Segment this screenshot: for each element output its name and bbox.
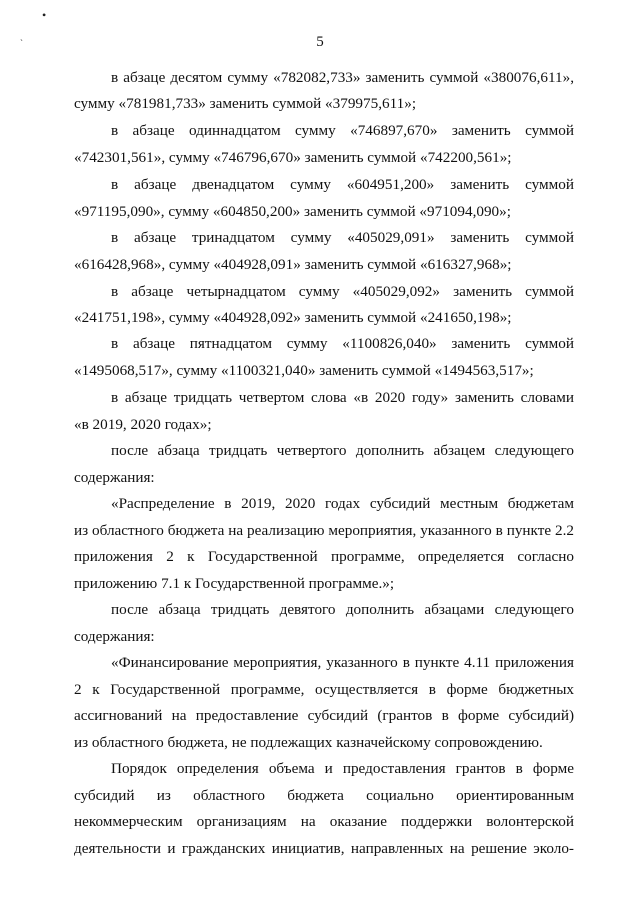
text-line: в абзаце тринадцатом сумму «405029,091» заменить суммой (111, 229, 574, 246)
text-line: приложению 7.1 к Государственной программе.»; (74, 575, 395, 592)
text-line: в абзаце четырнадцатом сумму «405029,092» заменить суммой (111, 283, 574, 300)
text-line: «в 2019, 2020 годах»; (74, 416, 212, 433)
text-line: Порядок определения объема и предоставления грантов в форме (111, 760, 574, 777)
text-line: «Финансирование мероприятия, указанного в пункте 4.11 приложения (111, 654, 574, 671)
text-line: из областного бюджета на реализацию мероприятия, указанного в пункте 2.2 (74, 522, 574, 539)
text-line: «616428,968», сумму «404928,091» заменить суммой «616327,968»; (74, 256, 512, 273)
text-line: 2 к Государственной программе, осуществляется в форме бюджетных (74, 681, 574, 698)
text-line: ассигнований на предоставление субсидий (грантов в форме субсидий) (74, 707, 574, 724)
text-line: из областного бюджета, не подлежащих казначейскому сопровождению. (74, 734, 543, 751)
text-line: сумму «781981,733» заменить суммой «379975,611»; (74, 95, 417, 112)
text-line: в абзаце одиннадцатом сумму «746897,670» заменить суммой (111, 122, 574, 139)
text-line: «971195,090», сумму «604850,200» заменить суммой «971094,090»; (74, 203, 511, 220)
text-line: в абзаце десятом сумму «782082,733» заменить суммой «380076,611», (111, 69, 574, 86)
text-line: «742301,561», сумму «746796,670» заменить суммой «742200,561»; (74, 149, 512, 166)
text-line: субсидий из областного бюджета социально ориентированным (74, 787, 574, 804)
text-line: деятельности и гражданских инициатив, направленных на решение эколо- (74, 840, 574, 857)
text-line: «1495068,517», сумму «1100321,040» заменить суммой «1494563,517»; (74, 362, 534, 379)
text-line: некоммерческим организациям на оказание поддержки волонтерской (74, 813, 574, 830)
text-line: «241751,198», сумму «404928,092» заменить суммой «241650,198»; (74, 309, 512, 326)
text-line: содержания: (74, 469, 155, 486)
scan-speck: • (42, 8, 47, 22)
text-line: содержания: (74, 628, 155, 645)
text-line: в абзаце тридцать четвертом слова «в 2020 году» заменить словами (111, 389, 574, 406)
page-number: 5 (316, 34, 324, 50)
scan-speck: ` (20, 38, 23, 48)
text-line: после абзаца тридцать девятого дополнить абзацами следующего (111, 601, 574, 618)
text-line: приложения 2 к Государственной программе, определяется согласно (74, 548, 574, 565)
text-line: в абзаце пятнадцатом сумму «1100826,040» заменить суммой (111, 335, 574, 352)
text-line: в абзаце двенадцатом сумму «604951,200» заменить суммой (111, 176, 574, 193)
text-line: «Распределение в 2019, 2020 годах субсидий местным бюджетам (111, 495, 574, 512)
text-line: после абзаца тридцать четвертого дополнить абзацем следующего (111, 442, 574, 459)
